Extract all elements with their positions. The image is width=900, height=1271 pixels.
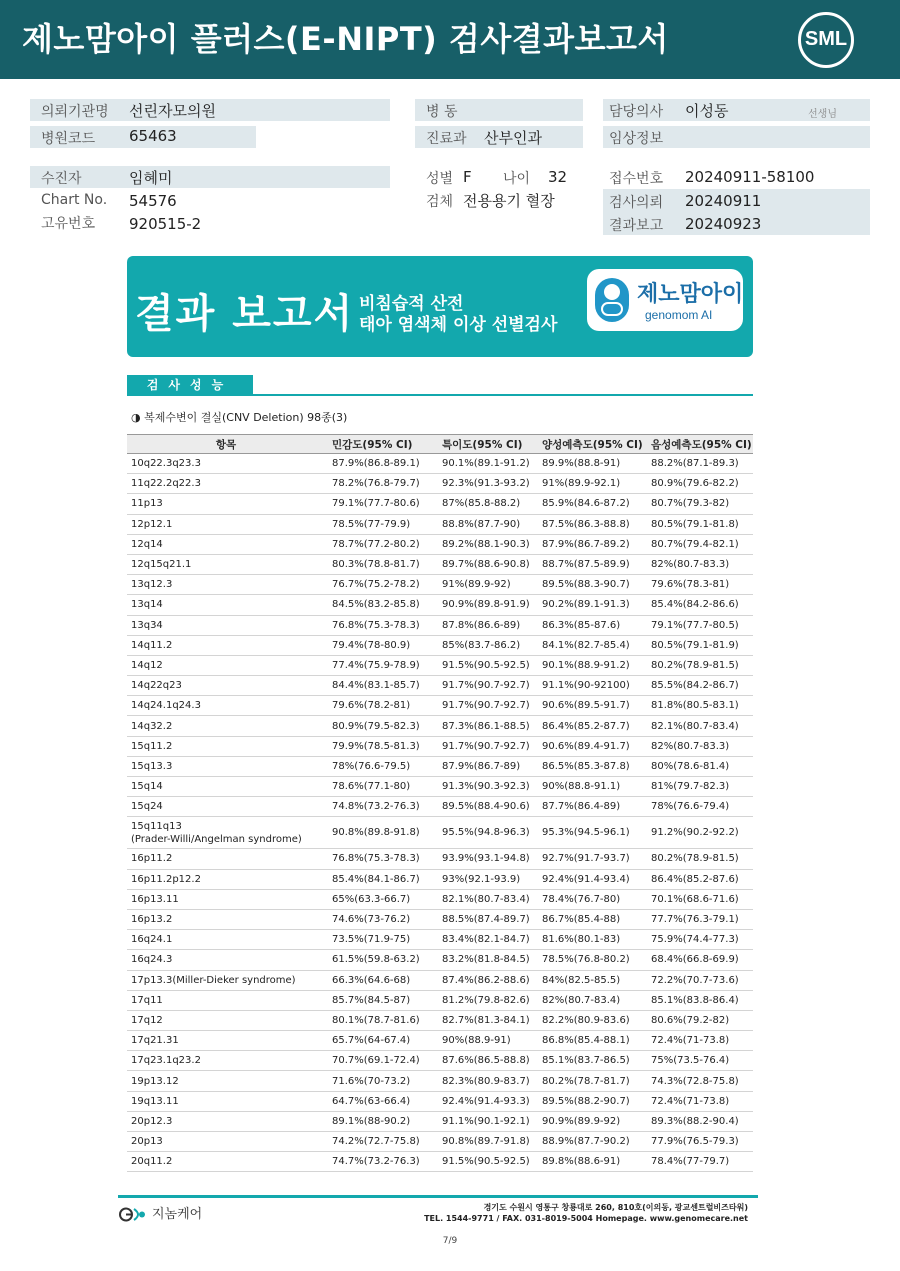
institution-value: 선린자모의원 (129, 102, 216, 120)
row-ppv: 78.4%(76.7-80) (542, 893, 621, 905)
doctor-label: 담당의사 (609, 104, 664, 120)
row-npv: 75.9%(74.4-77.3) (651, 934, 739, 946)
table-row (127, 515, 753, 535)
row-ppv: 85.9%(84.6-87.2) (542, 498, 630, 510)
row-sensitivity: 89.1%(88-90.2) (332, 1115, 411, 1127)
row-ppv: 90.9%(89.9-92) (542, 1115, 621, 1127)
row-npv: 75%(73.5-76.4) (651, 1055, 730, 1067)
row-item: 19q13.11 (131, 1095, 179, 1107)
row-ppv: 88.9%(87.7-90.2) (542, 1136, 630, 1148)
row-sensitivity: 70.7%(69.1-72.4) (332, 1055, 420, 1067)
row-npv: 85.4%(84.2-86.6) (651, 599, 739, 611)
row-ppv: 88.7%(87.5-89.9) (542, 559, 630, 571)
row-sensitivity: 76.8%(75.3-78.3) (332, 619, 420, 631)
row-ppv: 86.4%(85.2-87.7) (542, 720, 630, 732)
row-ppv: 89.9%(88.8-91) (542, 458, 621, 470)
row-npv: 78.4%(77-79.7) (651, 1156, 730, 1168)
row-specificity: 90.1%(89.1-91.2) (442, 458, 530, 470)
row-specificity: 90%(88.9-91) (442, 1035, 511, 1047)
row-specificity: 91.1%(90.1-92.1) (442, 1115, 530, 1127)
row-specificity: 85%(83.7-86.2) (442, 639, 521, 651)
row-ppv: 87.5%(86.3-88.8) (542, 518, 630, 530)
row-specificity: 92.3%(91.3-93.2) (442, 478, 530, 490)
row-item: 19p13.12 (131, 1075, 179, 1087)
table-body (127, 454, 753, 1172)
row-ppv: 91%(89.9-92.1) (542, 478, 621, 490)
table-subheading: ◑ 복제수변이 결실(CNV Deletion) 98종(3) (131, 411, 348, 424)
row-ppv: 90.2%(89.1-91.3) (542, 599, 630, 611)
row-item: 17q11 (131, 994, 163, 1006)
table-row (127, 777, 753, 797)
recipient-box (30, 166, 390, 188)
row-item: 17p13.3(Miller-Dieker syndrome) (131, 974, 296, 986)
row-item: 14q11.2 (131, 639, 173, 651)
specimen-value: 전용용기 혈장 (463, 192, 555, 210)
row-ppv: 81.6%(80.1-83) (542, 934, 621, 946)
row-npv: 77.9%(76.5-79.3) (651, 1136, 739, 1148)
row-sensitivity: 64.7%(63-66.4) (332, 1095, 411, 1107)
table-row (127, 555, 753, 575)
row-npv: 89.3%(88.2-90.4) (651, 1115, 739, 1127)
table-row (127, 616, 753, 636)
row-ppv: 85.1%(83.7-86.5) (542, 1055, 630, 1067)
row-specificity: 93.9%(93.1-94.8) (442, 853, 530, 865)
table-row (127, 817, 753, 849)
row-ppv: 82.2%(80.9-83.6) (542, 1014, 630, 1026)
table-row (127, 737, 753, 757)
row-sensitivity: 73.5%(71.9-75) (332, 934, 411, 946)
row-item-line: 15q11q13 (131, 820, 182, 832)
department-label: 진료과 (426, 131, 467, 147)
row-npv: 79.1%(77.7-80.5) (651, 619, 739, 631)
sml-logo-text: SML (804, 28, 848, 50)
row-specificity: 87.3%(86.1-88.5) (442, 720, 530, 732)
row-npv: 78%(76.6-79.4) (651, 801, 730, 813)
header-item: 항목 (215, 438, 237, 451)
row-sensitivity: 76.7%(75.2-78.2) (332, 579, 420, 591)
specimen-label: 검체 (426, 194, 454, 210)
row-npv: 86.4%(85.2-87.6) (651, 873, 739, 885)
row-npv: 80%(78.6-81.4) (651, 760, 730, 772)
row-specificity: 95.5%(94.8-96.3) (442, 827, 530, 839)
row-ppv: 90%(88.8-91.1) (542, 781, 621, 793)
table-row (127, 636, 753, 656)
row-item: 11q22.2q22.3 (131, 478, 201, 490)
row-specificity: 89.5%(88.4-90.6) (442, 801, 530, 813)
row-npv: 82.1%(80.7-83.4) (651, 720, 739, 732)
row-item: 16p13.2 (131, 914, 173, 926)
table-row (127, 1132, 753, 1152)
row-item-line: (Prader-Willi/Angelman syndrome) (131, 833, 302, 845)
footer-divider (118, 1195, 758, 1198)
header-specificity: 특이도(95% CI) (442, 438, 523, 451)
row-specificity: 82.1%(80.7-83.4) (442, 893, 530, 905)
row-ppv: 92.7%(91.7-93.7) (542, 853, 630, 865)
row-item: 11p13 (131, 498, 163, 510)
table-row (127, 696, 753, 716)
row-item: 13q12.3 (131, 579, 173, 591)
report-title: 제노맘아이 플러스(E-NIPT) 검사결과보고서 (22, 20, 669, 58)
row-ppv: 78.5%(76.8-80.2) (542, 954, 630, 966)
row-npv: 85.1%(83.8-86.4) (651, 994, 739, 1006)
table-row (127, 1112, 753, 1132)
chart-value: 54576 (129, 192, 177, 210)
row-sensitivity: 78.7%(77.2-80.2) (332, 538, 420, 550)
row-specificity: 91.7%(90.7-92.7) (442, 680, 530, 692)
row-specificity: 91.7%(90.7-92.7) (442, 700, 530, 712)
row-sensitivity: 79.6%(78.2-81) (332, 700, 411, 712)
doctor-suffix: 선생님 (808, 109, 837, 120)
table-row (127, 870, 753, 890)
recipient-label: 수진자 (41, 171, 82, 187)
table-row (127, 950, 753, 970)
row-item: 14q32.2 (131, 720, 173, 732)
table-row (127, 797, 753, 817)
row-specificity: 83.2%(81.8-84.5) (442, 954, 530, 966)
banner-subtitle-1: 비침습적 산전 (359, 294, 464, 314)
footer-address (424, 1202, 748, 1224)
row-item: 15q11.2 (131, 740, 173, 752)
footer-company: 지놈케어 (152, 1207, 203, 1222)
row-sensitivity: 80.1%(78.7-81.6) (332, 1014, 420, 1026)
row-sensitivity: 84.5%(83.2-85.8) (332, 599, 420, 611)
row-sensitivity: 79.4%(78-80.9) (332, 639, 411, 651)
table-row (127, 454, 753, 474)
row-item: 14q12 (131, 659, 163, 671)
chart-label: Chart No. (41, 192, 108, 208)
request-value: 20240911 (685, 192, 762, 210)
row-npv: 88.2%(87.1-89.3) (651, 458, 739, 470)
row-item: 17q12 (131, 1014, 163, 1026)
row-sensitivity: 79.1%(77.7-80.6) (332, 498, 420, 510)
row-specificity: 91.5%(90.5-92.5) (442, 1156, 530, 1168)
row-ppv: 92.4%(91.4-93.4) (542, 873, 630, 885)
row-item: 12q15q21.1 (131, 559, 192, 571)
row-sensitivity: 74.6%(73-76.2) (332, 914, 411, 926)
row-item: 12q14 (131, 538, 163, 550)
row-item (131, 817, 331, 848)
section-divider (127, 394, 753, 396)
row-specificity: 82.7%(81.3-84.1) (442, 1014, 530, 1026)
row-item: 12p12.1 (131, 518, 173, 530)
row-specificity: 91.5%(90.5-92.5) (442, 659, 530, 671)
row-item: 16p13.11 (131, 893, 179, 905)
table-row (127, 494, 753, 514)
table-row (127, 910, 753, 930)
row-sensitivity: 74.2%(72.7-75.8) (332, 1136, 420, 1148)
row-specificity: 89.7%(88.6-90.8) (442, 559, 530, 571)
row-npv: 74.3%(72.8-75.8) (651, 1075, 739, 1087)
performance-table (127, 434, 753, 1172)
row-ppv: 90.6%(89.4-91.7) (542, 740, 630, 752)
genomom-icon (595, 278, 629, 322)
row-specificity: 90.8%(89.7-91.8) (442, 1136, 530, 1148)
row-npv: 80.6%(79.2-82) (651, 1014, 730, 1026)
table-row (127, 930, 753, 950)
hospital-code-value: 65463 (129, 127, 177, 145)
row-sensitivity: 76.8%(75.3-78.3) (332, 853, 420, 865)
brand-logo (587, 269, 743, 331)
row-ppv: 86.7%(85.4-88) (542, 914, 621, 926)
row-sensitivity: 65%(63.3-66.7) (332, 893, 411, 905)
row-specificity: 92.4%(91.4-93.3) (442, 1095, 530, 1107)
banner-subtitle-2: 태아 염색체 이상 선별검사 (359, 315, 558, 335)
table-row (127, 1152, 753, 1172)
row-item: 10q22.3q23.3 (131, 458, 201, 470)
row-ppv: 84.1%(82.7-85.4) (542, 639, 630, 651)
row-sensitivity: 77.4%(75.9-78.9) (332, 659, 420, 671)
receipt-value: 20240911-58100 (685, 168, 815, 186)
row-specificity: 81.2%(79.8-82.6) (442, 994, 530, 1006)
row-npv: 80.2%(78.9-81.5) (651, 659, 739, 671)
row-npv: 80.7%(79.3-82) (651, 498, 730, 510)
row-sensitivity: 87.9%(86.8-89.1) (332, 458, 420, 470)
report-date-label: 결과보고 (609, 218, 664, 234)
row-item: 15q13.3 (131, 760, 173, 772)
row-sensitivity: 85.7%(84.5-87) (332, 994, 411, 1006)
age-value: 32 (548, 168, 568, 186)
row-specificity: 88.5%(87.4-89.7) (442, 914, 530, 926)
hospital-code-label: 병원코드 (41, 131, 96, 147)
row-ppv: 90.1%(88.9-91.2) (542, 659, 630, 671)
row-item: 17q21.31 (131, 1035, 179, 1047)
row-specificity: 93%(92.1-93.9) (442, 873, 521, 885)
table-row (127, 971, 753, 991)
row-sensitivity: 78%(76.6-79.5) (332, 760, 411, 772)
row-npv: 80.7%(79.4-82.1) (651, 538, 739, 550)
table-row (127, 535, 753, 555)
row-sensitivity: 74.7%(73.2-76.3) (332, 1156, 420, 1168)
row-sensitivity: 79.9%(78.5-81.3) (332, 740, 420, 752)
table-row (127, 1051, 753, 1071)
sml-logo (798, 12, 854, 68)
brand-name: 제노맘아이 (637, 282, 744, 307)
age-label: 나이 (503, 171, 531, 187)
table-row (127, 1092, 753, 1112)
table-row (127, 575, 753, 595)
row-sensitivity: 85.4%(84.1-86.7) (332, 873, 420, 885)
row-item: 14q22q23 (131, 680, 182, 692)
row-ppv: 90.6%(89.5-91.7) (542, 700, 630, 712)
row-ppv: 84%(82.5-85.5) (542, 974, 621, 986)
table-row (127, 757, 753, 777)
row-npv: 80.9%(79.6-82.2) (651, 478, 739, 490)
row-specificity: 89.2%(88.1-90.3) (442, 538, 530, 550)
row-npv: 81.8%(80.5-83.1) (651, 700, 739, 712)
row-ppv: 89.5%(88.2-90.7) (542, 1095, 630, 1107)
row-ppv: 89.5%(88.3-90.7) (542, 579, 630, 591)
receipt-label: 접수번호 (609, 171, 664, 187)
row-sensitivity: 80.3%(78.8-81.7) (332, 559, 420, 571)
row-item: 16p11.2p12.2 (131, 873, 201, 885)
row-specificity: 87.8%(86.6-89) (442, 619, 521, 631)
row-item: 13q14 (131, 599, 163, 611)
request-label: 검사의뢰 (609, 195, 664, 211)
row-npv: 72.4%(71-73.8) (651, 1035, 730, 1047)
row-npv: 70.1%(68.6-71.6) (651, 893, 739, 905)
row-sensitivity: 61.5%(59.8-63.2) (332, 954, 420, 966)
table-row (127, 991, 753, 1011)
report-header (0, 0, 900, 79)
row-npv: 72.2%(70.7-73.6) (651, 974, 739, 986)
row-npv: 85.5%(84.2-86.7) (651, 680, 739, 692)
footer-contact-line: TEL. 1544-9771 / FAX. 031-8019-5004 Homepage. www.genomecare.net (424, 1214, 748, 1223)
table-row (127, 595, 753, 615)
row-ppv: 91.1%(90-92100) (542, 680, 630, 692)
sex-label: 성별 (426, 171, 454, 187)
row-item: 16q24.3 (131, 954, 173, 966)
row-specificity: 82.3%(80.9-83.7) (442, 1075, 530, 1087)
row-specificity: 91.7%(90.7-92.7) (442, 740, 530, 752)
header-sensitivity: 민감도(95% CI) (332, 438, 413, 451)
table-row (127, 656, 753, 676)
table-header-row (127, 434, 753, 454)
row-ppv: 87.7%(86.4-89) (542, 801, 621, 813)
row-npv: 80.2%(78.9-81.5) (651, 853, 739, 865)
table-row (127, 1071, 753, 1091)
row-npv: 80.5%(79.1-81.9) (651, 639, 739, 651)
row-specificity: 87.6%(86.5-88.8) (442, 1055, 530, 1067)
row-sensitivity: 66.3%(64.6-68) (332, 974, 411, 986)
row-specificity: 91.3%(90.3-92.3) (442, 781, 530, 793)
row-specificity: 83.4%(82.1-84.7) (442, 934, 530, 946)
row-item: 13q34 (131, 619, 163, 631)
row-ppv: 86.5%(85.3-87.8) (542, 760, 630, 772)
row-item: 16p11.2 (131, 853, 173, 865)
row-item: 20p13 (131, 1136, 163, 1148)
row-ppv: 95.3%(94.5-96.1) (542, 827, 630, 839)
table-row (127, 1031, 753, 1051)
result-banner (127, 256, 753, 357)
row-sensitivity: 80.9%(79.5-82.3) (332, 720, 420, 732)
recipient-value: 임혜미 (129, 169, 173, 187)
row-specificity: 87%(85.8-88.2) (442, 498, 521, 510)
row-sensitivity: 78.6%(77.1-80) (332, 781, 411, 793)
footer-logo (118, 1203, 202, 1222)
row-ppv: 86.3%(85-87.6) (542, 619, 621, 631)
uid-value: 920515-2 (129, 215, 202, 233)
row-item: 20p12.3 (131, 1115, 173, 1127)
row-sensitivity: 65.7%(64-67.4) (332, 1035, 411, 1047)
table-row (127, 849, 753, 869)
table-row (127, 1011, 753, 1031)
row-npv: 79.6%(78.3-81) (651, 579, 730, 591)
row-item: 16q24.1 (131, 934, 173, 946)
row-npv: 68.4%(66.8-69.9) (651, 954, 739, 966)
banner-title: 결과 보고서 (135, 291, 355, 337)
department-value: 산부인과 (484, 129, 542, 147)
table-row (127, 474, 753, 494)
row-ppv: 82%(80.7-83.4) (542, 994, 621, 1006)
row-item: 15q24 (131, 801, 163, 813)
institution-label: 의뢰기관명 (41, 104, 109, 120)
row-npv: 91.2%(90.2-92.2) (651, 827, 739, 839)
clinical-label: 임상정보 (609, 131, 664, 147)
section-tab: 검사성능 (127, 375, 253, 395)
table-row (127, 676, 753, 696)
row-sensitivity: 71.6%(70-73.2) (332, 1075, 411, 1087)
row-specificity: 91%(89.9-92) (442, 579, 511, 591)
row-sensitivity: 90.8%(89.8-91.8) (332, 827, 420, 839)
sex-value: F (463, 168, 472, 186)
footer-address-line: 경기도 수원시 영통구 창룡대로 260, 810호(이의동, 광교센트럴비즈타워) (483, 1203, 748, 1212)
row-specificity: 87.9%(86.7-89) (442, 760, 521, 772)
table-row (127, 716, 753, 736)
header-ppv: 양성예측도(95% CI) (542, 438, 643, 451)
row-npv: 82%(80.7-83.3) (651, 740, 730, 752)
doctor-value: 이성동 (685, 102, 729, 120)
row-item: 20q11.2 (131, 1156, 173, 1168)
brand-subtitle: genomom AI (645, 308, 713, 322)
genomecare-logo-icon (118, 1207, 148, 1222)
row-npv: 77.7%(76.3-79.1) (651, 914, 739, 926)
row-sensitivity: 84.4%(83.1-85.7) (332, 680, 420, 692)
row-sensitivity: 78.2%(76.8-79.7) (332, 478, 420, 490)
header-npv: 음성예측도(95% CI) (651, 438, 752, 451)
row-npv: 81%(79.7-82.3) (651, 781, 730, 793)
uid-label: 고유번호 (41, 216, 96, 232)
row-npv: 72.4%(71-73.8) (651, 1095, 730, 1107)
row-ppv: 80.2%(78.7-81.7) (542, 1075, 630, 1087)
table-row (127, 890, 753, 910)
row-ppv: 86.8%(85.4-88.1) (542, 1035, 630, 1047)
row-sensitivity: 78.5%(77-79.9) (332, 518, 411, 530)
row-ppv: 87.9%(86.7-89.2) (542, 538, 630, 550)
row-specificity: 90.9%(89.8-91.9) (442, 599, 530, 611)
row-npv: 82%(80.7-83.3) (651, 559, 730, 571)
row-item: 14q24.1q24.3 (131, 700, 201, 712)
row-sensitivity: 74.8%(73.2-76.3) (332, 801, 420, 813)
row-specificity: 88.8%(87.7-90) (442, 518, 521, 530)
row-ppv: 89.8%(88.6-91) (542, 1156, 621, 1168)
page-number: 7/9 (442, 1236, 458, 1246)
row-npv: 80.5%(79.1-81.8) (651, 518, 739, 530)
row-specificity: 87.4%(86.2-88.6) (442, 974, 530, 986)
ward-label: 병 동 (426, 104, 458, 120)
row-item: 17q23.1q23.2 (131, 1055, 201, 1067)
row-item: 15q14 (131, 781, 163, 793)
report-date-value: 20240923 (685, 215, 762, 233)
